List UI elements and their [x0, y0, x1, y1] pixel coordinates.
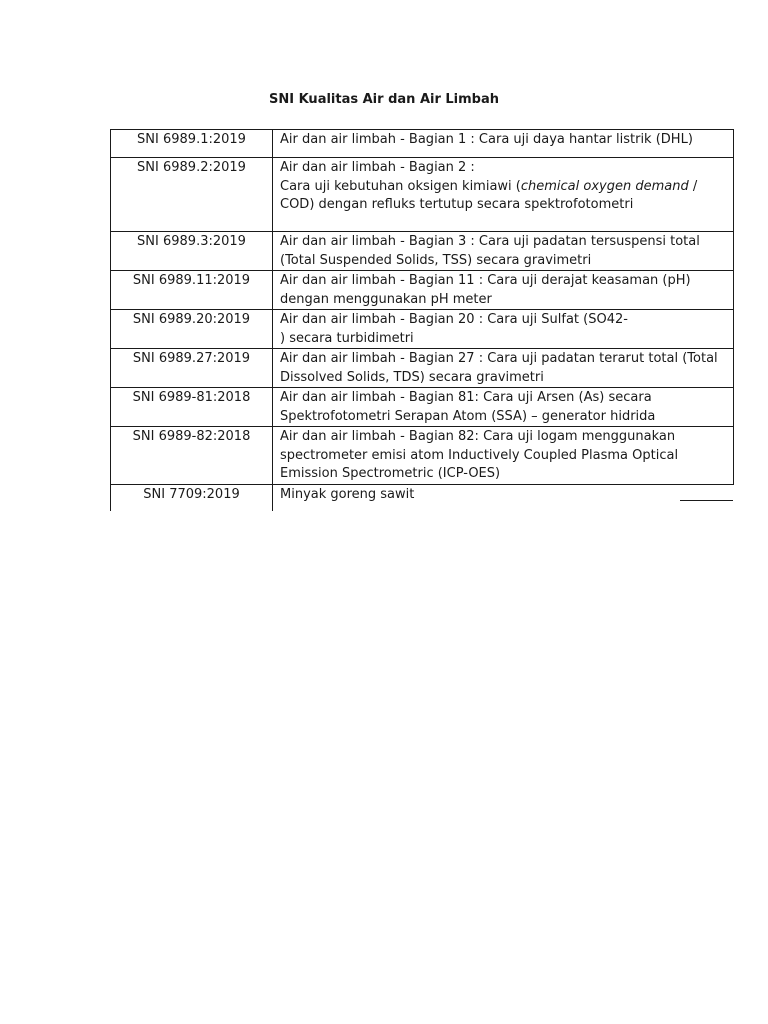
- standard-code: SNI 6989-81:2018: [111, 388, 273, 427]
- standard-code: SNI 6989.27:2019: [111, 349, 273, 388]
- table-row: [111, 271, 734, 310]
- standard-description: Air dan air limbah - Bagian 27 : Cara uji padatan terarut total (Total Dissolved Solids, TDS) secara gravimetri: [273, 349, 734, 388]
- table-row: [111, 349, 734, 388]
- description-text: Air dan air limbah - Bagian 2 : Cara uji kebutuhan oksigen kimiawi (: [280, 160, 521, 194]
- table-row: [111, 130, 734, 158]
- standard-description: Air dan air limbah - Bagian 82: Cara uji logam menggunakan spectrometer emisi atom Inductively Coupled Plasma Optical Emission Spectrometric (ICP-OES): [273, 427, 734, 485]
- standard-description: Air dan air limbah - Bagian 81: Cara uji Arsen (As) secara Spektrofotometri Serapan Atom (SSA) – generator hidrida: [273, 388, 734, 427]
- standard-code: SNI 6989.2:2019: [111, 158, 273, 232]
- standards-table: [110, 129, 734, 511]
- standard-description: Minyak goreng sawit: [273, 484, 734, 511]
- standard-code: SNI 6989.3:2019: [111, 232, 273, 271]
- standard-code: SNI 6989.20:2019: [111, 310, 273, 349]
- table-row: [111, 427, 734, 485]
- standard-description: Air dan air limbah - Bagian 20 : Cara uji Sulfat (SO42- ) secara turbidimetri: [273, 310, 734, 349]
- document-title: SNI Kualitas Air dan Air Limbah: [268, 92, 500, 107]
- description-italic-term: chemical oxygen demand: [520, 178, 689, 194]
- table-row: [111, 388, 734, 427]
- description-text: / COD) dengan refluks tertutup secara spektrofotometri: [280, 178, 698, 212]
- table-row: [111, 158, 734, 232]
- table-row: [111, 232, 734, 271]
- standard-description: Air dan air limbah - Bagian 11 : Cara uji derajat keasaman (pH) dengan menggunakan pH meter: [273, 271, 734, 310]
- standard-code: SNI 6989-82:2018: [111, 427, 273, 485]
- standard-description: [273, 158, 734, 232]
- table-row: [111, 310, 734, 349]
- standard-code: SNI 6989.1:2019: [111, 130, 273, 158]
- standard-code: SNI 7709:2019: [111, 484, 273, 511]
- standard-description: Air dan air limbah - Bagian 3 : Cara uji padatan tersuspensi total (Total Suspended Solids, TSS) secara gravimetri: [273, 232, 734, 271]
- table-row: [111, 484, 734, 511]
- standard-description: Air dan air limbah - Bagian 1 : Cara uji daya hantar listrik (DHL): [273, 130, 734, 158]
- table-edge-divider: [680, 500, 733, 501]
- standard-code: SNI 6989.11:2019: [111, 271, 273, 310]
